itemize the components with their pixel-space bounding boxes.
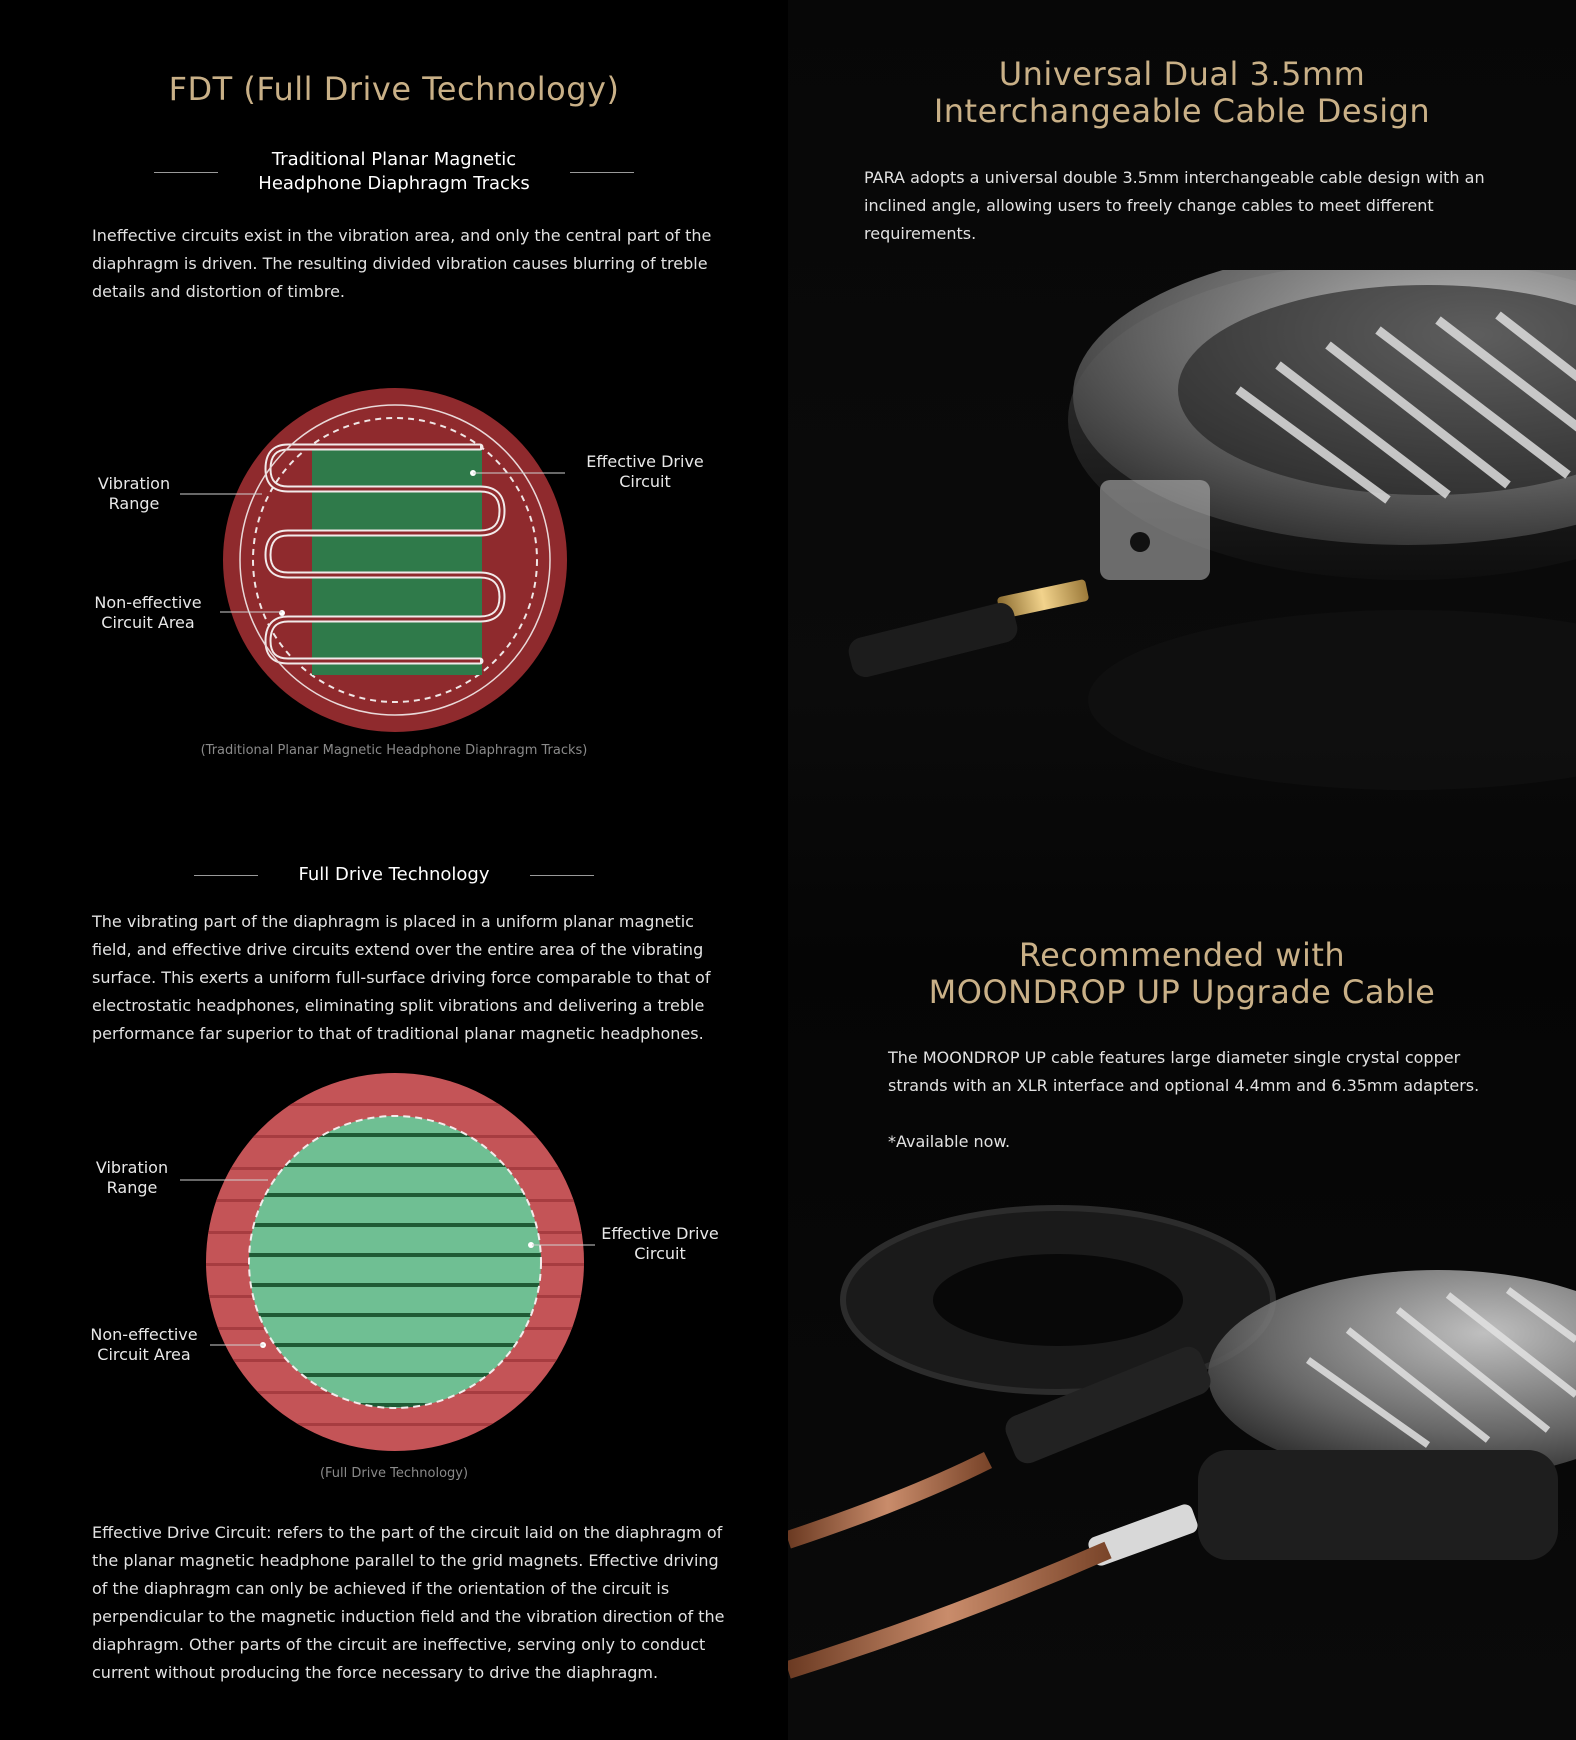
divider [194, 875, 258, 876]
divider [154, 172, 218, 173]
upgrade-cable-title: Recommended with MOONDROP UP Upgrade Cable [928, 936, 1436, 1011]
traditional-subhead-text: Traditional Planar Magnetic Headphone Diaphragm Tracks [258, 149, 530, 194]
divider [570, 172, 634, 173]
cable-plug-body [846, 600, 1021, 680]
traditional-description: Ineffective circuits exist in the vibration area, and only the central part of the diaphragm is driven. The resulting divided vibration causes blurring of treble details and distortion of timbre. [92, 226, 712, 301]
availability-note: *Available now. [888, 1132, 1011, 1151]
fdt-subhead [0, 863, 788, 887]
label-non-effective: Non-effective Circuit Area [94, 593, 202, 632]
fdt-caption: (Full Drive Technology) [319, 1466, 469, 1481]
fdt-title: FDT (Full Drive Technology) [168, 70, 620, 108]
headphone-cable-photo [788, 270, 1576, 830]
label-non-effective-2: Non-effective Circuit Area [90, 1325, 198, 1364]
effective-drive-footnote: Effective Drive Circuit: refers to the part of the circuit laid on the diaphragm of the planar magnetic headphone parallel to the grid magnets. Effective driving of the diaphragm can only be achieved if the orientation of the circuit is perpendicular to the magnetic induction field and the vibration direction of the diaphragm. Other parts of the circuit are ineffective, serving only to conduct current without producing the force necessary to drive the diaphragm. [92, 1523, 725, 1682]
right-column [788, 0, 1576, 1740]
fdt-subhead-text: Full Drive Technology [298, 864, 490, 885]
housing-body [1198, 1450, 1558, 1560]
cable-design-title: Universal Dual 3.5mm Interchangeable Cable Design [933, 55, 1431, 130]
copper-cable-strand-2 [788, 1550, 1108, 1670]
upgrade-cable-description: The MOONDROP UP cable features large diameter single crystal copper strands with an XLR interface and optional 4.4mm and 6.35mm adapters. [888, 1048, 1480, 1095]
socket-hole [1130, 532, 1150, 552]
cable-socket-housing [1100, 480, 1210, 580]
label-vibration-range-2: Vibration Range [95, 1158, 169, 1197]
fdt-description: The vibrating part of the diaphragm is placed in a uniform planar magnetic field, and effective drive circuits extend over the entire area of the vibrating surface. This exerts a uniform full-surface driving force comparable to that of electrostatic headphones, eliminating split vibrations and delivering a treble performance far superior to that of traditional planar magnetic headphones. [92, 912, 711, 1043]
traditional-subhead [0, 148, 788, 196]
ear-pad-opening [933, 1254, 1183, 1346]
reflection [1088, 610, 1576, 790]
cable-design-description: PARA adopts a universal double 3.5mm interchangeable cable design with an inclined angle, allowing users to freely change cables to meet different requirements. [864, 168, 1485, 243]
upgrade-cable-photo [788, 1200, 1576, 1740]
copper-cable-strand-1 [788, 1460, 988, 1540]
label-effective-drive: Effective Drive Circuit [586, 452, 704, 491]
divider [530, 875, 594, 876]
traditional-caption: (Traditional Planar Magnetic Headphone Diaphragm Tracks) [200, 743, 588, 758]
label-effective-drive-2: Effective Drive Circuit [601, 1224, 719, 1263]
label-vibration-range: Vibration Range [97, 474, 171, 513]
